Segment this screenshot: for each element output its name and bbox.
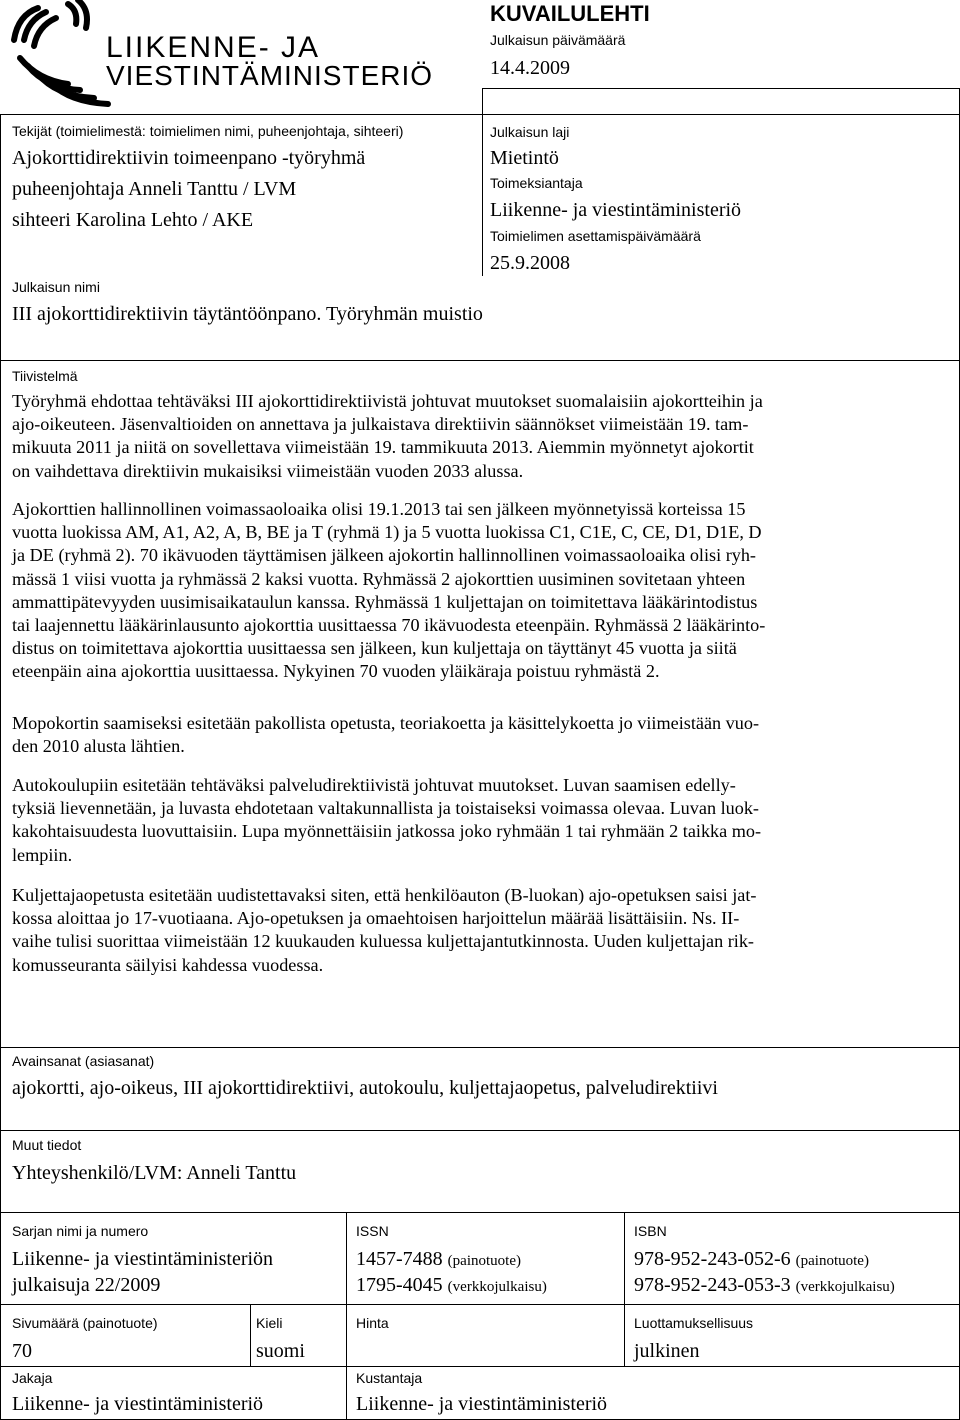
issn-print: [356, 1247, 521, 1273]
series-row-bottom: [0, 1304, 960, 1305]
issn-web: [356, 1273, 547, 1299]
isbn-print-value: 978-952-243-052-6: [634, 1248, 791, 1270]
isbn-web-note: (verkkojulkaisu): [795, 1279, 895, 1295]
abstract-line: vuotta luokissa AM, A1, A2, A, B, BE ja T (ryhmä 1) ja 5 vuotta luokissa C1, C1E, C, CE, D1, D1E, D: [12, 522, 762, 543]
abstract-line: den 2010 alusta lähtien.: [12, 736, 185, 757]
title-section-bottom: [0, 360, 960, 361]
abstract-line: tai laajennettu lääkärinlausunto ajokorttia uusittaessa 70 ikävuodesta eteenpäin. Ryhmässä 2 lääkärinto-: [12, 614, 766, 635]
publisher-label: Kustantaja: [356, 1370, 423, 1386]
abstract-line: kakohtaisuudesta luovuttaisiin. Lupa myönnettäisiin jatkossa joko ryhmään 1 tai ryhmään 2 taikka mo-: [12, 821, 762, 842]
pages-label: Sivumäärä (painotuote): [12, 1315, 158, 1331]
col-divider-2: [624, 1212, 625, 1366]
ministry-emblem-icon: [8, 0, 118, 110]
abstract-line: tyksiä lievennetään, ja luvasta ehdotetaan valtakunnallista ja toistaiseksi voimassa olevaa. Luvan luok-: [12, 798, 759, 819]
col-divider-1: [346, 1212, 347, 1419]
issn-web-note: (verkkojulkaisu): [447, 1279, 547, 1295]
isbn-print-note: (painotuote): [795, 1253, 869, 1269]
abstract-line: eteenpäin aina ajokorttia uusittaessa. Nykyinen 70 vuoden yläikäraja poistuu ryhmästä 2.: [12, 661, 660, 682]
abstract-line: distus on toimitettava ajokorttia uusittaessa sen jälkeen, kun kuljettaja on täyttänyt 45 vuotta ja siitä: [12, 638, 737, 659]
publication-name-value: III ajokorttidirektiivin täytäntöönpano. Työryhmän muistio: [12, 303, 483, 325]
appointment-date-value: 25.9.2008: [490, 252, 570, 274]
abstract-paragraph-4: [12, 774, 761, 867]
abstract-line: Ajokorttien hallinnollinen voimassaoloaika olisi 19.1.2013 tai sen jälkeen myönnetyissä korteissa 15: [12, 499, 746, 519]
abstract-paragraph-2: [12, 498, 765, 684]
publication-name-label: Julkaisun nimi: [12, 279, 100, 295]
pages-value: 70: [12, 1340, 32, 1362]
publication-type-label: Julkaisun laji: [490, 124, 570, 140]
distributor-label: Jakaja: [12, 1370, 53, 1386]
logo-line-2: VIESTINTÄMINISTERIÖ: [106, 60, 434, 91]
issn-print-value: 1457-7488: [356, 1248, 443, 1270]
authors-line-2: puheenjohtaja Anneli Tanttu / LVM: [12, 178, 297, 200]
logo-line-1: LIIKENNE- JA: [106, 31, 321, 64]
publisher-value: Liikenne- ja viestintäministeriö: [356, 1393, 608, 1415]
isbn-label: ISBN: [634, 1223, 667, 1239]
series-line-1: Liikenne- ja viestintäministeriön: [12, 1248, 274, 1270]
price-label: Hinta: [356, 1315, 389, 1331]
isbn-web: [634, 1273, 895, 1299]
abstract-line: mikuuta 2011 ja niitä on sovellettava viimeistään 19. tammikuuta 2013. Aiemmin myönnetyt ajokortit: [12, 437, 754, 458]
abstract-label: Tiivistelmä: [12, 368, 78, 384]
abstract-paragraph-1: [12, 390, 763, 483]
document-title: KUVAILULEHTI: [490, 1, 650, 26]
distributor-value: Liikenne- ja viestintäministeriö: [12, 1393, 264, 1415]
header-divider: [0, 114, 960, 115]
abstract-line: kossa aloittaa jo 17-vuotiaana. Ajo-opetuksen ja omaehtoisen harjoittelun määrää lisättäisiin. Ns. II-: [12, 908, 740, 929]
language-value: suomi: [256, 1340, 305, 1362]
confidentiality-label: Luottamuksellisuus: [634, 1315, 754, 1331]
other-info-section-bottom: [0, 1212, 960, 1213]
abstract-line: Työryhmä ehdottaa tehtäväksi III ajokorttidirektiivistä johtuvat muutokset suomalaisiin ajokortteihin ja: [12, 391, 763, 411]
other-info-label: Muut tiedot: [12, 1137, 82, 1153]
abstract-line: Kuljettajaopetusta esitetään uudistettavaksi siten, että henkilöauton (B-luokan) ajo-opetuksen saisi jat-: [12, 885, 757, 905]
issn-print-note: (painotuote): [447, 1253, 521, 1269]
keywords-value: ajokortti, ajo-oikeus, III ajokorttidirektiivi, autokoulu, kuljettajaopetus, palveludirektiivi: [12, 1077, 718, 1099]
abstract-line: Mopokortin saamiseksi esitetään pakollista opetusta, teoriakoetta ja käsittelykoetta jo viimeistään vuo-: [12, 713, 760, 733]
isbn-print: [634, 1247, 869, 1273]
abstract-line: ajo-oikeuteen. Jäsenvaltioiden on annettava ja julkaistava direktiivin säännökset viimeistään 19. tam-: [12, 414, 749, 435]
abstract-line: mässä 1 viisi vuotta ja ryhmässä 2 kaksi vuotta. Ryhmässä 2 ajokorttien uusiminen sovitetaan yhteen: [12, 568, 746, 589]
ministry-logo: [8, 0, 478, 110]
col-divider-3: [250, 1304, 251, 1366]
publication-date-value: 14.4.2009: [490, 57, 570, 79]
frame-left-line: [0, 114, 1, 1420]
issn-web-value: 1795-4045: [356, 1274, 443, 1296]
commissioner-value: Liikenne- ja viestintäministeriö: [490, 199, 742, 221]
confidentiality-value: julkinen: [634, 1340, 700, 1362]
frame-top-line: [482, 88, 959, 89]
other-info-value: Yhteyshenkilö/LVM: Anneli Tanttu: [12, 1162, 297, 1184]
keywords-section-bottom: [0, 1130, 960, 1131]
abstract-line: komusseuranta säilyisi kahdessa vuodessa.: [12, 954, 324, 975]
pages-row-bottom: [0, 1366, 960, 1367]
authors-line-1: Ajokorttidirektiivin toimeenpano -työryhmä: [12, 147, 366, 169]
header-right-divider: [482, 88, 483, 114]
commissioner-label: Toimeksiantaja: [490, 175, 583, 191]
language-label: Kieli: [256, 1315, 283, 1331]
abstract-paragraph-3: [12, 712, 759, 758]
abstract-line: on vaihdettava direktiivin mukaisiksi viimeistään vuoden 2033 alussa.: [12, 460, 524, 481]
abstract-line: vaihe tulisi suorittaa viimeistään 12 kuukauden kuluessa kuljettajantutkinnosta. Uuden kuljettajan rik-: [12, 931, 754, 952]
abstract-paragraph-5: [12, 884, 756, 977]
series-label: Sarjan nimi ja numero: [12, 1223, 149, 1239]
authors-line-3: sihteeri Karolina Lehto / AKE: [12, 209, 254, 231]
isbn-web-value: 978-952-243-053-3: [634, 1274, 791, 1296]
abstract-line: Autokoulupiin esitetään tehtäväksi palveludirektiivistä johtuvat muutokset. Luvan saamisen edelly-: [12, 775, 736, 795]
series-line-2: julkaisuja 22/2009: [12, 1274, 161, 1296]
abstract-section-bottom: [0, 1047, 960, 1048]
abstract-line: lempiin.: [12, 844, 73, 865]
issn-label: ISSN: [356, 1223, 389, 1239]
publication-date-label: Julkaisun päivämäärä: [490, 32, 626, 48]
publication-type-value: Mietintö: [490, 147, 559, 169]
keywords-label: Avainsanat (asiasanat): [12, 1053, 155, 1069]
top-section-divider: [482, 114, 483, 276]
authors-label: Tekijät (toimielimestä: toimielimen nimi, puheenjohtaja, sihteeri): [12, 123, 404, 139]
abstract-line: ammattipätevyyden uusimisaikataulun kanssa. Ryhmässä 1 kuljettajan on toimitettava lääkärintodistus: [12, 591, 758, 612]
abstract-line: ja DE (ryhmä 2). 70 ikävuoden täyttämisen jälkeen ajokortin hallinnollinen voimassaoloaika olisi ryh-: [12, 545, 756, 566]
appointment-date-label: Toimielimen asettamispäivämäärä: [490, 228, 701, 244]
